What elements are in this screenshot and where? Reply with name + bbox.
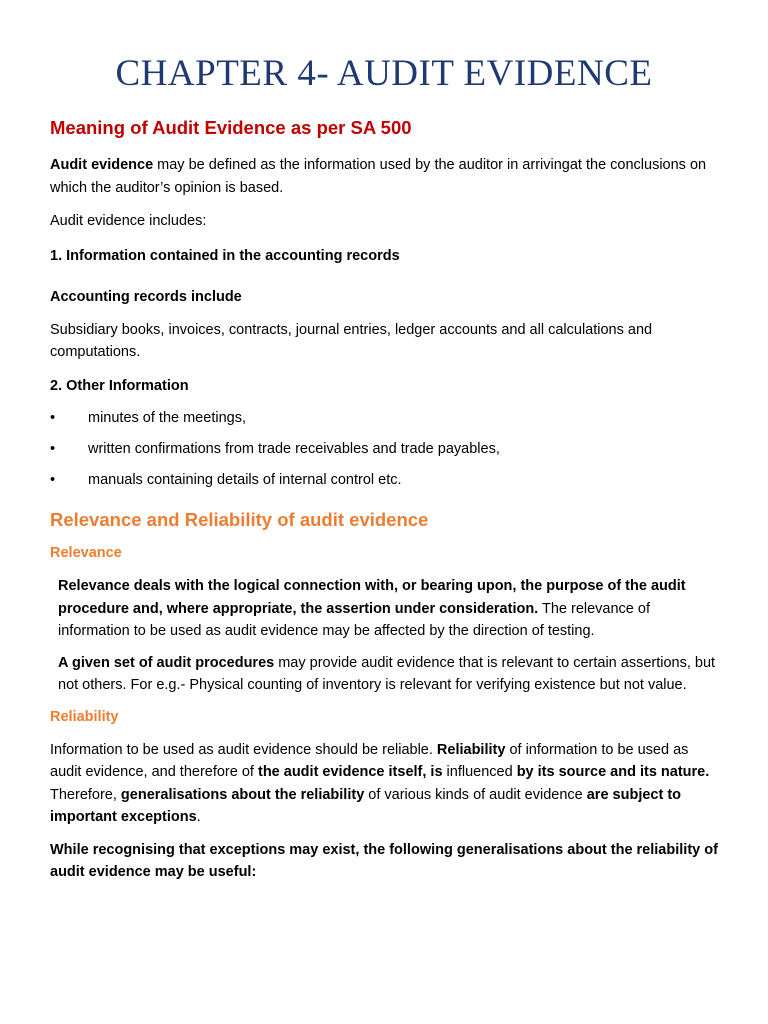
bullet-icon: • bbox=[50, 410, 56, 426]
includes-text: Audit evidence includes: bbox=[50, 213, 207, 229]
list-item: • written confirmations from trade receivables and trade payables, bbox=[50, 438, 718, 460]
accounting-records-heading: Accounting records include bbox=[50, 289, 242, 305]
definition-term: Audit evidence bbox=[50, 157, 154, 173]
page-title: CHAPTER 4- AUDIT EVIDENCE bbox=[115, 53, 653, 94]
relevance-paragraph-1: Relevance deals with the logical connection with, or bearing upon, the purpose of the audit procedure and, where appropriate, the assertion under consideration. The relevance of information to be used as audit evidence may be affected by the direction of testing. bbox=[58, 578, 686, 639]
accounting-records-text: Subsidiary books, invoices, contracts, journal entries, ledger accounts and all calculations and computations. bbox=[50, 321, 653, 360]
bullet-icon: • bbox=[50, 441, 56, 457]
relevance-paragraph-2: A given set of audit procedures may provide audit evidence that is relevant to certain assertions, but not others. For e.g.- Physical counting of inventory is relevant for verifying existence but not value. bbox=[58, 654, 716, 693]
relevance-subheading: Relevance bbox=[50, 545, 122, 561]
bullet-icon: • bbox=[50, 472, 56, 488]
reliability-subheading: Reliability bbox=[50, 708, 119, 725]
generalisations-intro: While recognising that exceptions may exist, the following generalisations about the reliability of audit evidence may be useful: bbox=[50, 841, 718, 880]
list-item: • minutes of the meetings, bbox=[50, 407, 718, 429]
other-information-list bbox=[50, 407, 718, 491]
other-information-heading: 2. Other Information bbox=[50, 377, 189, 394]
definition-paragraph bbox=[50, 154, 718, 199]
info-accounting-records-heading: 1. Information contained in the accounting records bbox=[50, 247, 400, 264]
definition-text: may be defined as the information used by the auditor in arrivingat the conclusions on which the auditor’s opinion is based. bbox=[50, 157, 707, 196]
relevance-reliability-heading: Relevance and Reliability of audit evidence bbox=[50, 509, 429, 530]
list-item: • manuals containing details of internal control etc. bbox=[50, 469, 718, 491]
meaning-heading: Meaning of Audit Evidence as per SA 500 bbox=[50, 117, 412, 138]
reliability-paragraph: Information to be used as audit evidence should be reliable. Reliability of information to be used as audit evidence, and therefore of the audit evidence itself, is influenced by its source and its nature. Therefore, generalisations about the reliability of various kinds of audit evidence are subject to important exceptions. bbox=[50, 741, 710, 825]
